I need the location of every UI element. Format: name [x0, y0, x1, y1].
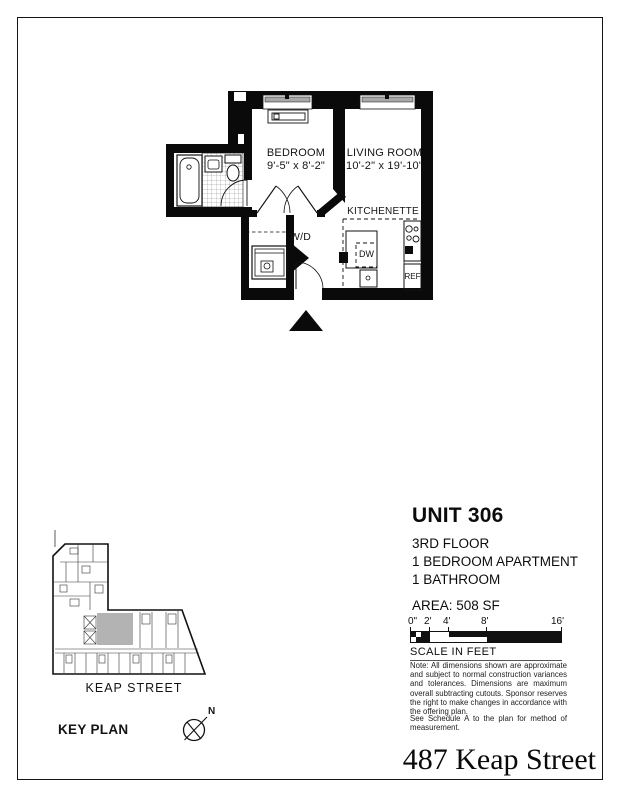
scale-label-8: 8' — [481, 616, 489, 627]
schedule-note: See Schedule A to the plan for method of measurement. — [410, 714, 567, 733]
living-room-name: LIVING ROOM — [346, 147, 423, 159]
living-room-label — [337, 147, 432, 173]
scale-label-16: 16' — [551, 616, 565, 627]
scale-tick-labels — [408, 616, 565, 627]
living-room-dims: 10'-2" x 19'-10" — [346, 160, 423, 172]
bedroom-label — [250, 147, 342, 173]
unit-layout: 1 BEDROOM APARTMENT — [412, 554, 579, 569]
refrigerator-label: REF — [404, 272, 421, 281]
building-address: 487 Keap Street — [402, 743, 596, 776]
unit-area: AREA: 508 SF — [412, 598, 500, 613]
scale-bar — [410, 631, 562, 643]
unit-bath: 1 BATHROOM — [412, 572, 501, 587]
bedroom-name: BEDROOM — [266, 147, 326, 159]
unit-floor: 3RD FLOOR — [412, 536, 490, 551]
bedroom-dims: 9'-5" x 8'-2" — [266, 160, 326, 172]
washer-dryer-label: W/D — [290, 231, 312, 243]
unit-info-block — [412, 504, 592, 613]
compass-north-label: N — [208, 706, 216, 717]
unit-number: UNIT 306 — [412, 504, 504, 527]
dishwasher-label: DW — [359, 249, 374, 259]
key-plan-drawing — [40, 528, 215, 680]
dimensions-note: Note: All dimensions shown are approximate and subject to normal construction variances and tolerances. Dimensions are maximum overall subtracting cutouts. Sponsor reserves the right to make changes in accordance with the offering plan. — [410, 661, 567, 717]
kitchenette-label: KITCHENETTE — [347, 206, 419, 217]
keap-street-label: KEAP STREET — [85, 681, 183, 695]
key-plan-title: KEY PLAN — [58, 722, 129, 737]
scale-label-2: 2' — [424, 616, 432, 627]
scale-label-0: 0" — [408, 616, 418, 627]
scale-label-4: 4' — [443, 616, 451, 627]
scale-caption: SCALE IN FEET — [410, 646, 497, 658]
highlighted-unit — [97, 613, 133, 645]
scale-bar-section — [408, 616, 565, 661]
